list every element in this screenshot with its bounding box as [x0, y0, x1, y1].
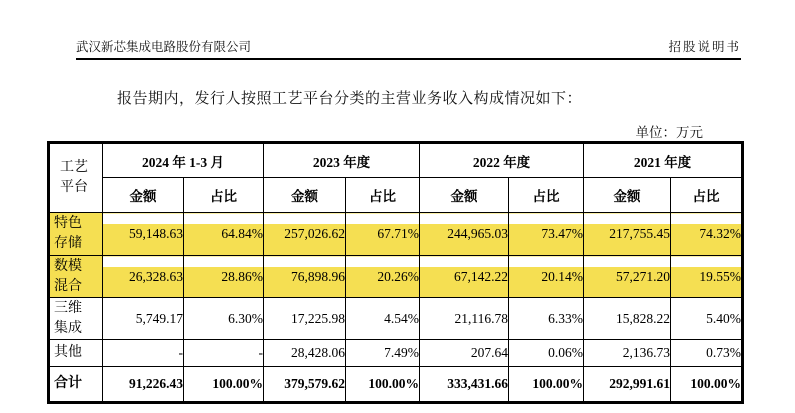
row-label-text: 数模混合 — [54, 258, 82, 294]
row-label — [49, 367, 103, 403]
row-label — [49, 256, 103, 298]
ratio-cell: 20.26% — [346, 256, 420, 298]
ratio-cell: 4.54% — [346, 298, 420, 340]
table-subheader-row — [49, 178, 743, 213]
row-label-text: 特色存储 — [54, 216, 82, 251]
ratio-cell: 0.06% — [509, 340, 584, 367]
amount-cell: 244,965.03 — [420, 213, 509, 256]
year-header-2023: 2023 年度 — [264, 143, 420, 178]
ratio-cell: 20.14% — [509, 256, 584, 298]
amount-cell: 333,431.66 — [420, 367, 509, 403]
subheader-amount-2022: 金额 — [420, 178, 509, 213]
table-row-3d-integration — [49, 298, 743, 340]
year-header-2024: 2024 年 1-3 月 — [103, 143, 264, 178]
table-row-total — [49, 367, 743, 403]
amount-cell: - — [103, 340, 184, 367]
amount-cell: 2,136.73 — [584, 340, 671, 367]
ratio-cell: 6.33% — [509, 298, 584, 340]
row-label — [49, 298, 103, 340]
row-label-text: 三维集成 — [54, 300, 82, 336]
subheader-amount-2021: 金额 — [584, 178, 671, 213]
amount-cell: 28,428.06 — [264, 340, 346, 367]
ratio-cell: 100.00% — [671, 367, 743, 403]
amount-cell: 5,749.17 — [103, 298, 184, 340]
amount-cell: 91,226.43 — [103, 367, 184, 403]
row-label — [49, 340, 103, 367]
subheader-ratio-2024: 占比 — [184, 178, 264, 213]
subheader-ratio-2022: 占比 — [509, 178, 584, 213]
ratio-cell: 100.00% — [346, 367, 420, 403]
ratio-cell: 5.40% — [671, 298, 743, 340]
amount-cell: 207.64 — [420, 340, 509, 367]
amount-cell: 17,225.98 — [264, 298, 346, 340]
row-label — [49, 213, 103, 256]
ratio-cell: 0.73% — [671, 340, 743, 367]
amount-cell: 292,991.61 — [584, 367, 671, 403]
revenue-by-platform-table — [47, 141, 744, 404]
unit-label: 单位：万元 — [635, 125, 703, 140]
amount-cell: 26,328.63 — [103, 256, 184, 298]
year-header-2022: 2022 年度 — [420, 143, 584, 178]
ratio-cell: 100.00% — [509, 367, 584, 403]
document-type-label: 招股说明书 — [668, 40, 741, 54]
subheader-ratio-2021: 占比 — [671, 178, 743, 213]
ratio-cell: 28.86% — [184, 256, 264, 298]
amount-cell: 21,116.78 — [420, 298, 509, 340]
amount-cell: 67,142.22 — [420, 256, 509, 298]
subheader-amount-2023: 金额 — [264, 178, 346, 213]
amount-cell: 257,026.62 — [264, 213, 346, 256]
amount-cell: 15,828.22 — [584, 298, 671, 340]
subheader-amount-2024: 金额 — [103, 178, 184, 213]
ratio-cell: 7.49% — [346, 340, 420, 367]
amount-cell: 76,898.96 — [264, 256, 346, 298]
row-label-text: 合计 — [54, 376, 82, 392]
amount-cell: 59,148.63 — [103, 213, 184, 256]
year-header-2021: 2021 年度 — [584, 143, 743, 178]
ratio-cell: 19.55% — [671, 256, 743, 298]
ratio-cell: - — [184, 340, 264, 367]
table-group-header-row — [49, 143, 743, 178]
ratio-cell: 64.84% — [184, 213, 264, 256]
ratio-cell: 74.32% — [671, 213, 743, 256]
corner-header-label: 工艺平台 — [60, 159, 88, 195]
header-divider-line — [76, 58, 741, 60]
company-name: 武汉新芯集成电路股份有限公司 — [76, 40, 252, 54]
ratio-cell: 73.47% — [509, 213, 584, 256]
amount-cell: 379,579.62 — [264, 367, 346, 403]
page-header — [76, 37, 741, 55]
subheader-ratio-2023: 占比 — [346, 178, 420, 213]
table-row-other — [49, 340, 743, 367]
intro-paragraph: 报告期内，发行人按照工艺平台分类的主营业务收入构成情况如下： — [117, 91, 583, 107]
row-label-text: 其他 — [54, 345, 82, 361]
corner-header-cell — [49, 143, 103, 213]
ratio-cell: 100.00% — [184, 367, 264, 403]
ratio-cell: 67.71% — [346, 213, 420, 256]
amount-cell: 57,271.20 — [584, 256, 671, 298]
amount-cell: 217,755.45 — [584, 213, 671, 256]
ratio-cell: 6.30% — [184, 298, 264, 340]
table-row-mixed-signal — [49, 256, 743, 298]
table-row-special-storage — [49, 213, 743, 256]
